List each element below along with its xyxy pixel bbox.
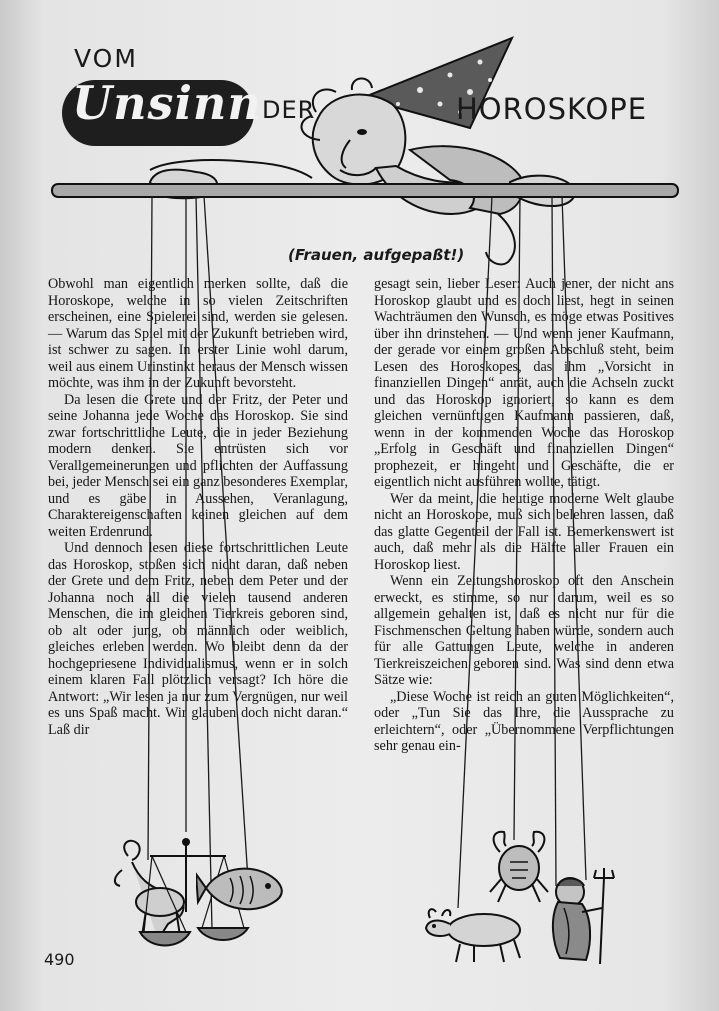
- paragraph: gesagt sein, lieber Leser: Auch jener, der nicht ans Horoskop glaubt und es doch liest, hegt in seinen Wachträumen den Wunsch, es möge etwas Positives über ihn drinstehen. — Und wenn jener Kaufmann, der gerade vor einem großen Abschluß steht, beim Lesen des Horoskopes, das ihm „Vorsicht in finanziellen Dingen“ anrät, auch die Achseln zuckt und das Horoskop ignoriert, so kann es dem gleichen vernünftigen Kaufmann passieren, daß, wenn in der kommenden Woche das Horoskop „Erfolg in Geschäft und finanziellen Dingen“ prophezeit, er hingeht und Geschäfte, die er eigentlich nicht ausführen wollte, tätigt.: [374, 276, 674, 490]
- title-der: DER: [262, 96, 316, 124]
- paragraph: Wenn ein Zeitungshoroskop oft den Anschein erweckt, es stimme, so nur darum, weil es so allgemein gehalten ist, daß es nicht nur für die Fischmenschen Geltung haben würde, sondern auch für alle Gattungen Leute, welche in anderen Tierkreiszeichen geboren sind. Was sind denn etwa Sätze wie:: [374, 573, 674, 688]
- title-unsinn: Unsinn: [72, 76, 262, 130]
- paragraph: Wer da meint, die heutige moderne Welt glaube nicht an Horoskope, muß sich belehren lassen, daß das glatte Gegenteil der Fall ist. Bemerkenswert ist auch, daß mehr als die Hälfte aller Frauen ein Horoskop liest.: [374, 490, 674, 573]
- paragraph: Und dennoch lesen diese fortschrittlichen Leute das Horoskop, stoßen sich nicht daran, daß neben der Grete und dem Fritz, neben dem Peter und der Johanna noch all die vielen tausend anderen Menschen, die im gleichen Tierkreis geboren sind, ob alt oder jung, ob männlich oder weiblich, gleiches erleben werden. Wo bleibt denn da der hochgepriesene Individualismus, wenn er in solch einem klaren Fall plötzlich versagt? Ich höre die Antwort: „Wir lesen ja nur zum Vergnügen, nur weil es uns Spaß macht. Wir glauben doch nicht daran.“ Laß dir: [48, 540, 348, 738]
- title-vom: VOM: [74, 44, 138, 73]
- pisces-fish-icon: [196, 852, 296, 922]
- paragraph: „Diese Woche ist reich an guten Möglichkeiten“, oder „Tun Sie das Ihre, die Aussprache zu erleichtern“, oder „Übernommene Verpflichtungen sehr genau ein-: [374, 688, 674, 754]
- taurus-bull-icon: [420, 896, 530, 966]
- subtitle: (Frauen, aufgepaßt!): [288, 246, 465, 264]
- article-left-column: [48, 276, 348, 738]
- title-horoskope: HOROSKOPE: [456, 92, 648, 126]
- paragraph: Da lesen die Grete und der Fritz, der Peter und seine Johanna jede Woche das Horoskop. Sie sind zwar fortschrittliche Leute, die in jeder Beziehung modern denken. Sie entrüsten sich vor Verallgemeinerungen und pflichten der Auffassung bei, jeder Mensch sei ein ganz besonderes Exemplar, und es gäbe in Aussehen, Veranlagung, Charaktereigenschaften keinen gleichen auf dem weiten Erdenrund.: [48, 391, 349, 540]
- neptune-figure-icon: [530, 868, 630, 968]
- paragraph: Obwohl man eigentlich merken sollte, daß die Horoskope, welche in so vielen Zeitschriften erscheinen, eine Spielerei sind, werden sie gelesen. — Warum das Spiel mit der Zukunft betrieben wird, ist schwer zu sagen. In erster Linie wohl darum, weil aus einem Urinstinkt heraus der Mensch wissen möchte, was ihm in der Zukunft bevorsteht.: [48, 276, 348, 391]
- page-number: 490: [44, 950, 75, 969]
- article-right-column: [374, 276, 674, 755]
